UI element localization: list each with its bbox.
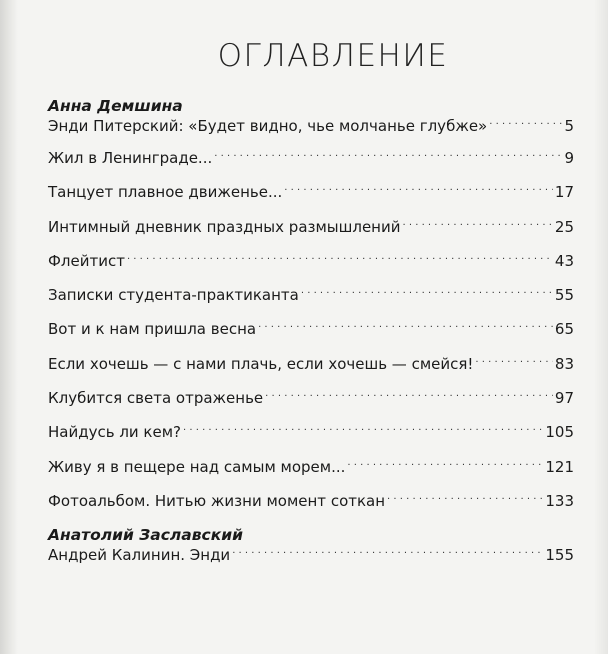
entry-title: Энди Питерский: «Будет видно, чье молчанье глубже» <box>48 117 488 135</box>
entry-title: Жил в Ленинграде... <box>48 149 213 167</box>
section-author: Анатолий Заславский <box>48 526 243 545</box>
entry-page: 55 <box>554 286 574 305</box>
entry-title: Клубится света отраженье <box>48 389 264 408</box>
entry-title: Танцует плавное движенье... <box>48 183 283 202</box>
dot-leader <box>475 355 553 369</box>
entry-page: 105 <box>545 423 574 442</box>
toc-entry[interactable] <box>48 545 574 565</box>
toc-entry[interactable] <box>48 422 574 442</box>
page-title: ОГЛАВЛЕНИЕ <box>217 38 449 74</box>
toc-entry[interactable] <box>48 182 574 202</box>
entry-page: 121 <box>545 457 574 476</box>
dot-leader <box>387 492 543 506</box>
toc-entry[interactable] <box>48 285 574 305</box>
entry-page: 43 <box>554 251 574 270</box>
book-spine-shadow <box>0 0 18 654</box>
entry-title: Фотоальбом. Нитью жизни момент соткан <box>48 491 386 510</box>
entry-page: 25 <box>554 217 574 236</box>
toc-entry[interactable] <box>48 319 574 339</box>
dot-leader <box>347 458 543 472</box>
entry-page: 155 <box>545 546 574 565</box>
dot-leader <box>258 320 553 334</box>
entry-page: 133 <box>545 491 574 510</box>
dot-leader <box>214 149 562 163</box>
page-edge-shadow <box>594 0 608 654</box>
toc-entry[interactable] <box>48 354 574 374</box>
toc-entry[interactable] <box>48 251 574 271</box>
dot-leader <box>403 218 553 232</box>
table-of-contents <box>48 96 574 580</box>
dot-leader <box>232 546 543 560</box>
dot-leader <box>265 389 553 403</box>
entry-page: 5 <box>564 117 574 135</box>
entry-page: 65 <box>554 320 574 339</box>
dot-leader <box>489 117 562 131</box>
toc-entry[interactable] <box>48 491 574 511</box>
entry-page: 97 <box>554 389 574 408</box>
entry-title: Интимный дневник праздных размышлений <box>48 217 401 236</box>
toc-entry[interactable] <box>48 148 574 168</box>
entry-title: Живу я в пещере над самым морем... <box>48 457 346 476</box>
section-author: Анна Демшина <box>48 97 183 115</box>
dot-leader <box>127 252 553 266</box>
toc-entry[interactable] <box>48 457 574 477</box>
entry-title: Если хочешь — с нами плачь, если хочешь — смейся! <box>48 354 474 373</box>
toc-section-2 <box>48 525 574 565</box>
entry-title: Флейтист <box>48 251 125 270</box>
entry-title: Записки студента-практиканта <box>48 286 299 305</box>
toc-section-1 <box>48 96 574 511</box>
toc-entry[interactable] <box>48 217 574 237</box>
toc-entry[interactable] <box>48 388 574 408</box>
entry-page: 17 <box>554 183 574 202</box>
dot-leader <box>301 286 553 300</box>
entry-title: Найдусь ли кем? <box>48 423 181 442</box>
toc-entry[interactable] <box>48 116 574 136</box>
entry-title: Андрей Калинин. Энди <box>48 546 231 565</box>
dot-leader <box>284 183 553 197</box>
entry-page: 83 <box>554 354 574 373</box>
dot-leader <box>183 423 543 437</box>
entry-page: 9 <box>564 149 574 167</box>
entry-title: Вот и к нам пришла весна <box>48 320 257 339</box>
